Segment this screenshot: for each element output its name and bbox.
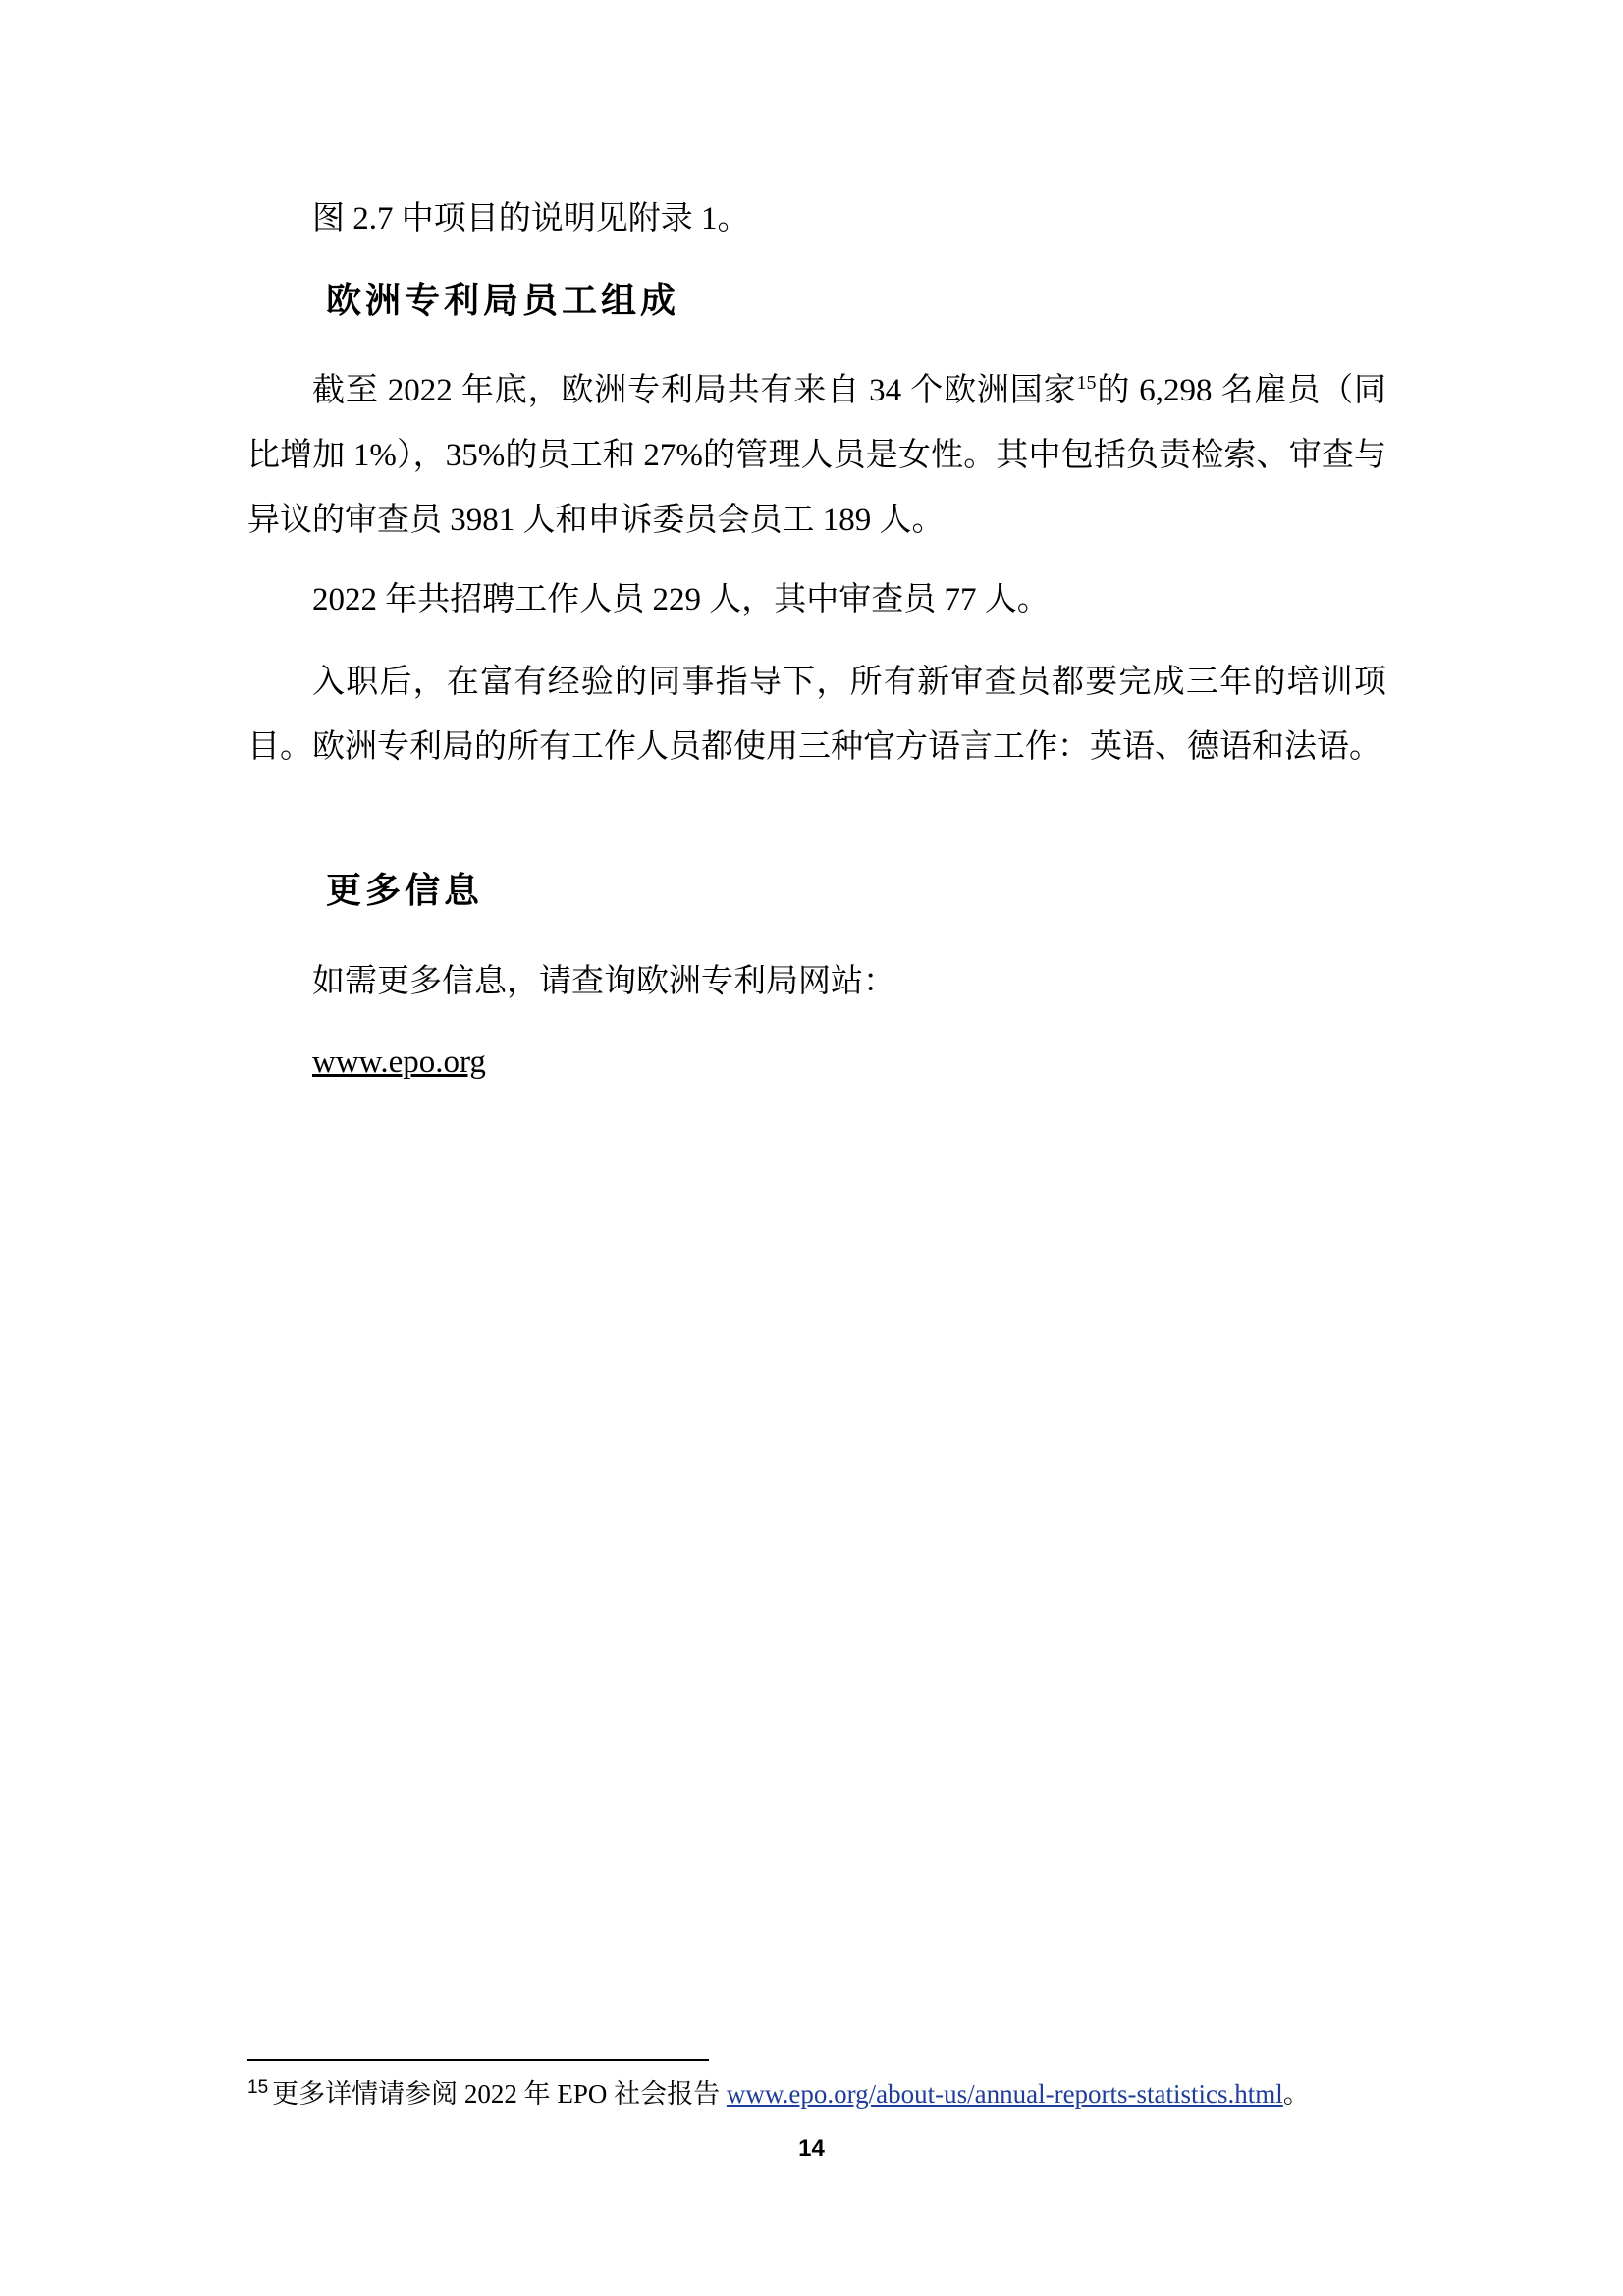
footnote-text: 更多详情请参阅 2022 年 EPO 社会报告 [272,2079,727,2109]
footnote-end: 。 [1282,2079,1310,2109]
footnote [247,2075,1310,2112]
website-link[interactable]: www.epo.org [312,1044,486,1080]
staff-paragraph-3: 入职后，在富有经验的同事指导下，所有新审查员都要完成三年的培训项目。欧洲专利局的所有工作人员都使用三种官方语言工作：英语、德语和法语。 [247,665,1386,765]
footnote-link[interactable]: www.epo.org/about-us/annual-reports-statistics.html [726,2079,1283,2109]
intro-paragraph: 图 2.7 中项目的说明见附录 1。 [312,201,750,237]
website-line [247,1030,1386,1095]
staff-section-heading: 欧洲专利局员工组成 [326,281,680,321]
staff-paragraph-1-end: 的 6,298 名雇员（同比增加 1%），35%的员工和 27%的管理人员是女性。其中包括负责检索、审查与异议的审查员 3981 人和申诉委员会员工 189 人。 [247,373,1387,538]
footnote-mark: 15 [247,2077,269,2098]
staff-paragraph-2: 2022 年共招聘工作人员 229 人，其中审查员 77 人。 [312,582,1050,617]
footnote-reference[interactable]: 15 [1076,372,1097,394]
more-info-heading: 更多信息 [326,871,484,911]
footnote-divider [247,2059,709,2061]
page-number: 14 [798,2135,825,2162]
staff-paragraph-1-start: 截至 2022 年底，欧洲专利局共有来自 34 个欧洲国家 [312,373,1077,408]
staff-paragraph-1 [247,358,1386,553]
more-info-paragraph: 如需更多信息，请查询欧洲专利局网站： [312,964,895,999]
